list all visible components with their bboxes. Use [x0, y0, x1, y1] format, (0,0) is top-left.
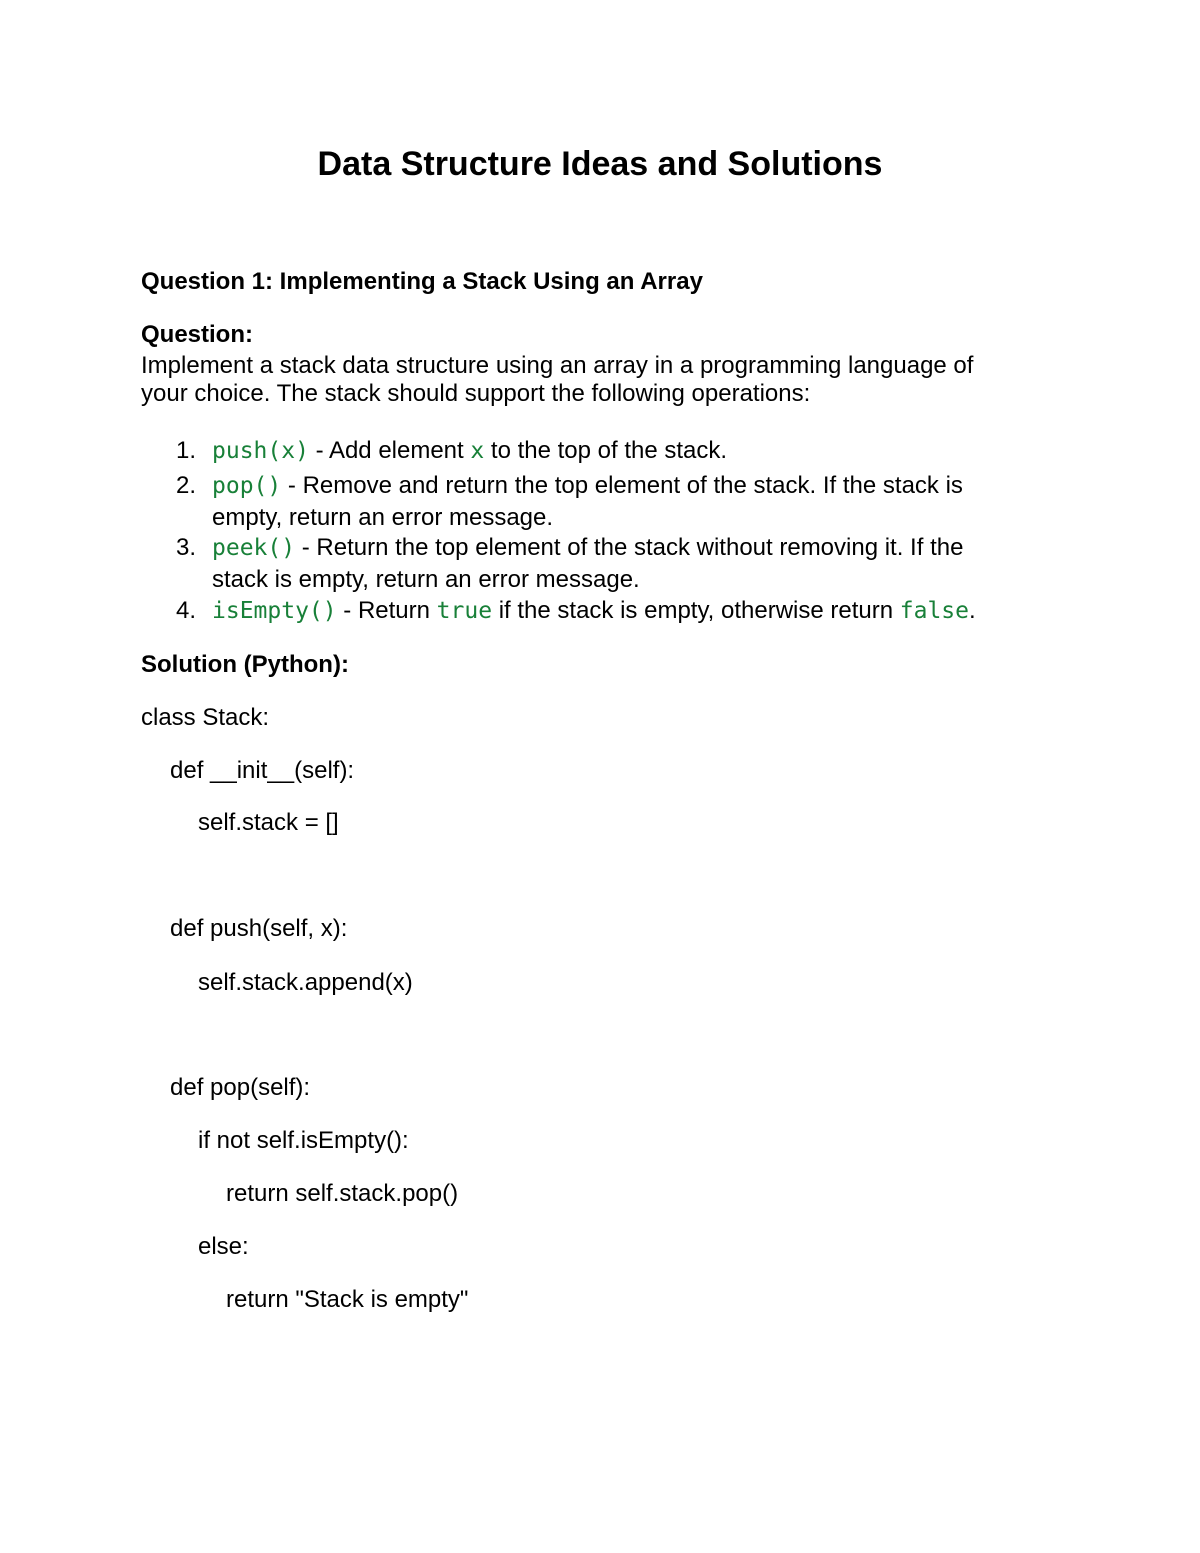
list-item-isempty: [141, 595, 976, 627]
list-text: .: [969, 597, 976, 624]
list-item-pop: [141, 470, 976, 532]
code-line: if not self.isEmpty():: [198, 1127, 409, 1154]
list-item-line-continued: empty, return an error message.: [212, 504, 554, 531]
question-intro-line-1: Implement a stack data structure using an array in a programming language of: [141, 352, 974, 379]
question-heading: Question 1: Implementing a Stack Using an Array: [141, 268, 703, 295]
list-text: - Return the top element of the stack without removing it. If the: [295, 534, 964, 561]
inline-code: false: [899, 598, 970, 624]
list-text: - Remove and return the top element of the stack. If the stack is: [281, 472, 963, 499]
list-item-line: [212, 532, 976, 564]
solution-label: Solution (Python):: [141, 651, 349, 678]
list-text: - Return: [336, 597, 437, 624]
code-line: self.stack.append(x): [198, 969, 413, 996]
list-item-push: [141, 435, 976, 470]
list-text: if the stack is empty, otherwise return: [492, 597, 900, 624]
inline-code: true: [436, 598, 493, 624]
list-text: - Add element: [308, 437, 471, 464]
list-number: 3.: [176, 534, 197, 561]
code-line: class Stack:: [141, 704, 270, 731]
code-line: def pop(self):: [170, 1074, 311, 1101]
list-item-peek: [141, 532, 976, 595]
list-item-line: [212, 470, 976, 502]
list-item-line-continued: stack is empty, return an error message.: [212, 566, 640, 593]
question-intro-line-2: your choice. The stack should support the following operations:: [141, 380, 811, 407]
code-line: def __init__(self):: [170, 757, 355, 784]
code-line: self.stack = []: [198, 809, 339, 836]
document-title: Data Structure Ideas and Solutions: [317, 145, 883, 183]
code-line: return "Stack is empty": [226, 1286, 469, 1313]
inline-code: x: [470, 438, 485, 464]
list-number: 4.: [176, 597, 197, 624]
list-number: 2.: [176, 472, 197, 499]
question-label: Question:: [141, 321, 253, 348]
list-text: to the top of the stack.: [484, 437, 728, 464]
operations-list: [141, 435, 976, 627]
list-item-line: [212, 435, 976, 467]
inline-code: push(x): [212, 438, 309, 464]
list-item-line: [212, 595, 976, 627]
code-line: def push(self, x):: [170, 915, 348, 942]
code-line: else:: [198, 1233, 249, 1260]
inline-code: peek(): [212, 535, 296, 561]
code-line: return self.stack.pop(): [226, 1180, 459, 1207]
inline-code: pop(): [212, 473, 282, 499]
list-number: 1.: [176, 437, 197, 464]
inline-code: isEmpty(): [212, 598, 337, 624]
